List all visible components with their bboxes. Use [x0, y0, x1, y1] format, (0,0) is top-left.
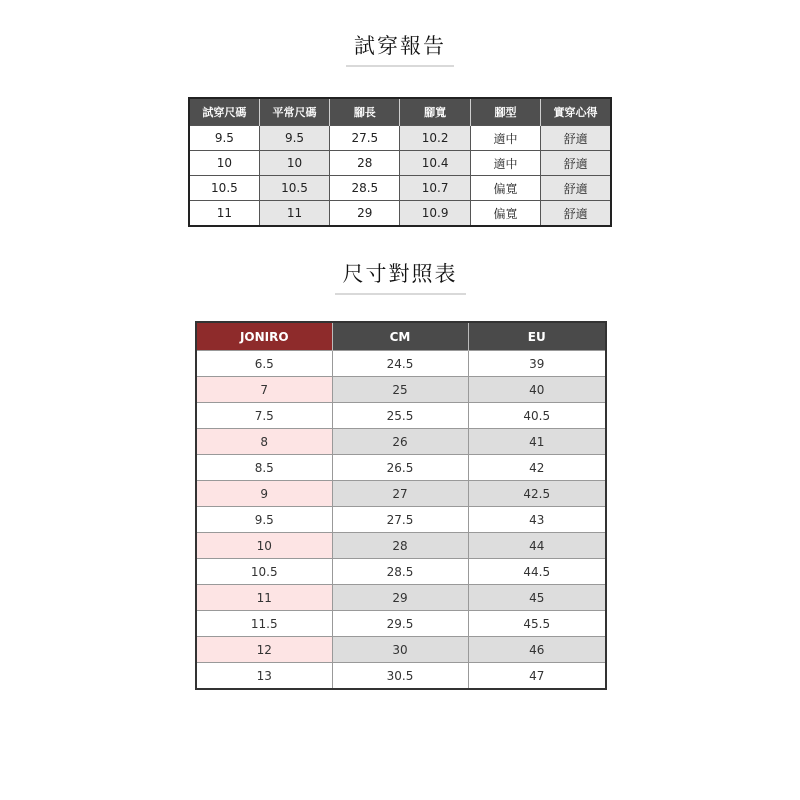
trial-report-table: [188, 97, 612, 227]
size-cell: 39: [468, 351, 606, 377]
size-chart-title-text: 尺寸對照表: [335, 258, 466, 295]
size-cell: 40: [468, 377, 606, 403]
table-row: [196, 585, 606, 611]
size-chart-title: [0, 258, 800, 295]
size-cell: 40.5: [468, 403, 606, 429]
table-row: [196, 559, 606, 585]
size-cell: 25: [332, 377, 468, 403]
report-cell: 10.5: [259, 176, 329, 201]
size-cell: 42: [468, 455, 606, 481]
report-cell: 10: [259, 151, 329, 176]
report-header-cell: 平常尺碼: [259, 98, 329, 126]
size-cell: 24.5: [332, 351, 468, 377]
size-header-eu: EU: [468, 322, 606, 351]
table-row: [196, 507, 606, 533]
size-cell: 45.5: [468, 611, 606, 637]
report-cell: 9.5: [189, 126, 259, 151]
report-cell: 偏寬: [470, 201, 540, 227]
report-cell: 舒適: [541, 151, 611, 176]
report-cell: 舒適: [541, 201, 611, 227]
table-row: [196, 533, 606, 559]
table-row: [189, 201, 611, 227]
report-cell: 10.5: [189, 176, 259, 201]
size-cell: 42.5: [468, 481, 606, 507]
size-cell: 9.5: [196, 507, 332, 533]
table-row: [196, 429, 606, 455]
size-cell: 44.5: [468, 559, 606, 585]
size-header-joniro: JONIRO: [196, 322, 332, 351]
report-cell: 28: [330, 151, 400, 176]
report-header-cell: 腳寬: [400, 98, 470, 126]
size-cell: 30: [332, 637, 468, 663]
size-cell: 26: [332, 429, 468, 455]
report-cell: 舒適: [541, 126, 611, 151]
table-row: [196, 403, 606, 429]
table-row: [189, 176, 611, 201]
size-chart-table: [195, 321, 607, 690]
report-cell: 偏寬: [470, 176, 540, 201]
size-cell: 28.5: [332, 559, 468, 585]
size-cell: 47: [468, 663, 606, 690]
size-cell: 8.5: [196, 455, 332, 481]
size-cell: 30.5: [332, 663, 468, 690]
size-cell: 8: [196, 429, 332, 455]
report-cell: 28.5: [330, 176, 400, 201]
size-cell: 9: [196, 481, 332, 507]
size-cell: 12: [196, 637, 332, 663]
table-row: [196, 377, 606, 403]
table-row: [196, 351, 606, 377]
size-cell: 11.5: [196, 611, 332, 637]
report-cell: 9.5: [259, 126, 329, 151]
report-header-cell: 腳長: [330, 98, 400, 126]
report-cell: 29: [330, 201, 400, 227]
size-cell: 13: [196, 663, 332, 690]
size-cell: 44: [468, 533, 606, 559]
table-row: [196, 481, 606, 507]
size-cell: 7.5: [196, 403, 332, 429]
report-header-cell: 實穿心得: [541, 98, 611, 126]
report-cell: 10.2: [400, 126, 470, 151]
report-cell: 10.4: [400, 151, 470, 176]
size-cell: 28: [332, 533, 468, 559]
size-cell: 10.5: [196, 559, 332, 585]
size-cell: 7: [196, 377, 332, 403]
report-cell: 適中: [470, 126, 540, 151]
table-row: [189, 126, 611, 151]
report-cell: 10.9: [400, 201, 470, 227]
report-cell: 11: [259, 201, 329, 227]
report-title-text: 試穿報告: [346, 30, 454, 67]
size-header-cm: CM: [332, 322, 468, 351]
size-header-row: [196, 322, 606, 351]
report-cell: 10: [189, 151, 259, 176]
size-cell: 10: [196, 533, 332, 559]
size-cell: 45: [468, 585, 606, 611]
table-row: [196, 663, 606, 690]
report-cell: 27.5: [330, 126, 400, 151]
size-cell: 46: [468, 637, 606, 663]
size-cell: 11: [196, 585, 332, 611]
report-header-row: [189, 98, 611, 126]
report-cell: 適中: [470, 151, 540, 176]
report-cell: 10.7: [400, 176, 470, 201]
size-cell: 6.5: [196, 351, 332, 377]
size-cell: 43: [468, 507, 606, 533]
size-cell: 27.5: [332, 507, 468, 533]
table-row: [196, 611, 606, 637]
report-header-cell: 腳型: [470, 98, 540, 126]
size-cell: 41: [468, 429, 606, 455]
report-cell: 11: [189, 201, 259, 227]
size-cell: 25.5: [332, 403, 468, 429]
size-cell: 26.5: [332, 455, 468, 481]
table-row: [189, 151, 611, 176]
report-cell: 舒適: [541, 176, 611, 201]
table-row: [196, 455, 606, 481]
table-row: [196, 637, 606, 663]
size-cell: 27: [332, 481, 468, 507]
size-cell: 29: [332, 585, 468, 611]
size-cell: 29.5: [332, 611, 468, 637]
report-header-cell: 試穿尺碼: [189, 98, 259, 126]
report-title: [0, 30, 800, 67]
